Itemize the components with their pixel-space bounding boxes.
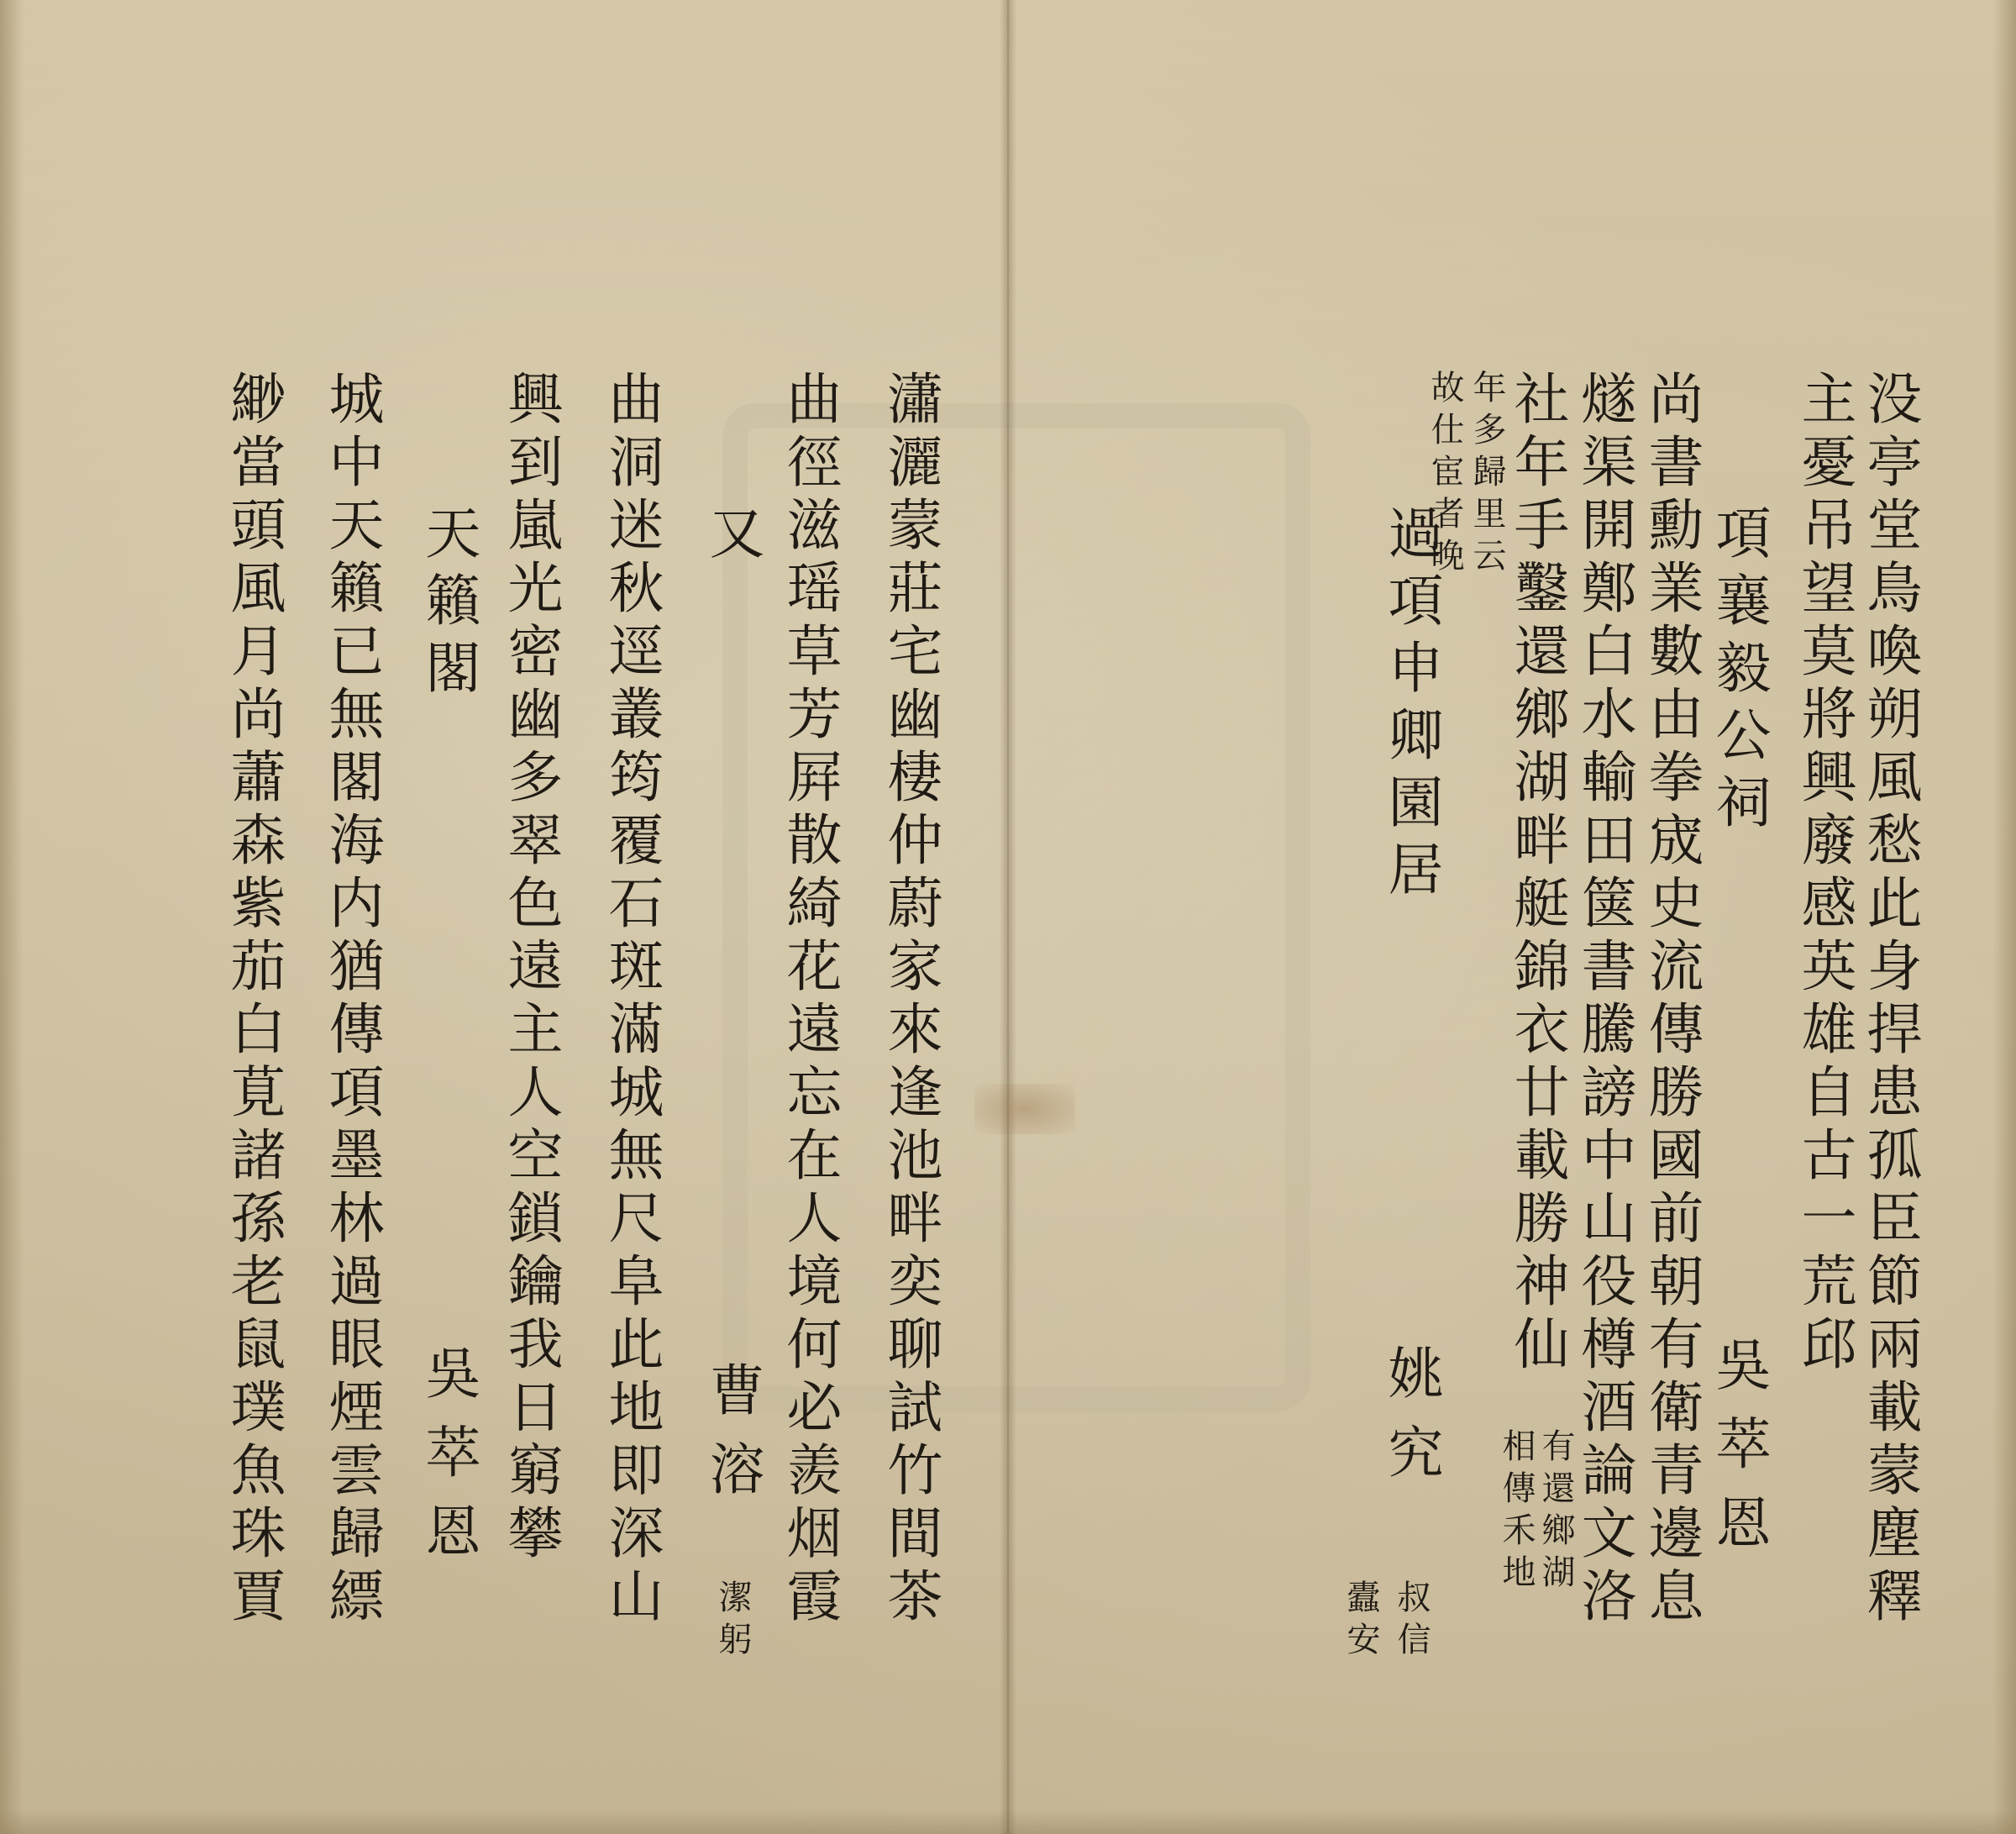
poem3-title: 過項申卿園居 xyxy=(1378,504,1443,907)
poem2-line3: 社年手鑿還鄉湖畔艇錦衣廿載勝神仙 xyxy=(1504,370,1569,1378)
poem4-author: 曹溶 xyxy=(700,1361,764,1519)
poem3-author-note-2: 蠹安 xyxy=(1341,1579,1380,1663)
poem2-note-4: 年多歸里云 xyxy=(1467,370,1506,580)
poem2-line1: 尚書勳業數由拳宬史流傳勝國前朝有衛青邊息 xyxy=(1639,370,1704,1630)
poem4-line2: 興到嵐光密幽多翠色遠主人空鎖鑰我日窮攀 xyxy=(498,370,563,1567)
poem2-title: 項襄毅公祠 xyxy=(1706,504,1771,840)
right-page xyxy=(1011,0,2016,1834)
poem3-author-note-1: 叔信 xyxy=(1392,1579,1431,1663)
poem4-author-note: 潔躬 xyxy=(713,1579,752,1663)
poem5-author: 吳萃恩 xyxy=(416,1344,480,1581)
poem5-line1: 城中天籟已無閣海内猶傳項墨林過眼煙雲歸縹 xyxy=(319,370,384,1630)
left-page xyxy=(0,0,1005,1834)
poem3-line1: 瀟灑蒙莊宅幽棲仲蔚家來逢池畔奕聊試竹間茶 xyxy=(878,370,942,1630)
poem2-note-1: 相傳禾地 xyxy=(1497,1428,1536,1596)
poem1-line2: 主憂吊望莫將興廢感英雄自古一荒邱 xyxy=(1792,370,1856,1378)
poem4-title: 又 xyxy=(700,504,764,571)
poem3-author: 姚究 xyxy=(1378,1344,1443,1502)
poem2-author: 吳萃恩 xyxy=(1706,1336,1771,1573)
poem3-line2: 曲徑滋瑶草芳屛散綺花遠忘在人境何必羨烟霞 xyxy=(777,370,842,1630)
poem5-line2: 緲當頭風月尚蕭森紫茄白莧諸孫老鼠璞魚珠賈 xyxy=(221,370,286,1630)
poem2-note-3: 故仕宦者晚 xyxy=(1425,370,1464,580)
poem2-note-2: 有還鄉湖 xyxy=(1536,1428,1575,1596)
poem4-line1: 曲洞迷秋逕叢筠覆石斑滿城無尺阜此地即深山 xyxy=(599,370,664,1630)
poem2-line2: 燧渠開鄭白水輸田箧書騰謗中山役樽酒論文洛 xyxy=(1572,370,1636,1630)
poem1-line1: 没亭堂鳥喚朔風愁此身捍患孤臣節兩載蒙塵釋 xyxy=(1857,370,1922,1630)
poem5-title: 天籟閣 xyxy=(416,504,480,706)
